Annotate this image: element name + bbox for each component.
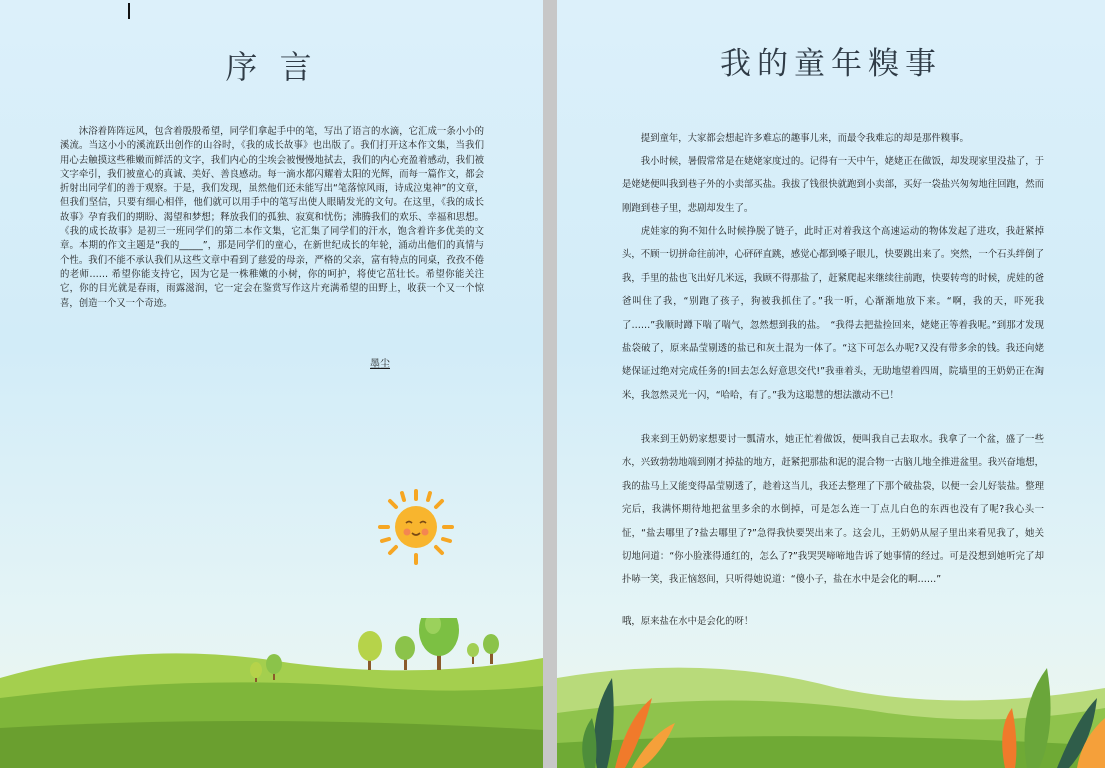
tree-icon — [419, 618, 459, 670]
grass-hill-scene — [0, 618, 543, 768]
story-title: 我的童年糗事 — [720, 46, 942, 82]
story-paragraph: 提到童年，大家都会想起许多难忘的趣事儿来，而最令我难忘的却是那件糗事。 — [640, 133, 969, 144]
story-paragraph-last: 哦，原来盐在水中是会化的呀！ — [622, 616, 754, 627]
grass-hill-scene — [557, 658, 1105, 768]
sun-icon — [376, 487, 456, 567]
author-signature: 墨尘 — [370, 359, 390, 370]
preface-body: 沐浴着阵阵远风，包含着殷殷希望，同学们拿起手中的笔，写出了语言的水滴，它汇成一条小小的溪流。当这小小的溪流跃出创作的山谷时，《我的成长故事》也出版了。我们打开这本作文集，当我们用心去触摸这些稚嫩而鲜活的文字，我们内心的尘埃会被慢慢地拭去，我们的内心充盈着感动，我们被文字牵引，我们被童心的真诚、美好、善良感动。每一滴水都闪耀着太阳的光辉，而每一篇作文，都会折射出同学们的善于观察。于是，我们发现，虽然他们还未能写出“笔落惊风雨，诗成泣鬼神”的文章，但我们坚信，只要有细心相伴，他们就可以用手中的笔写出使人眼睛发光的文句。在这里，《我的成长故事》孕育我们的期盼、渴望和梦想；释放我们的孤独、寂寞和忧伤；沸腾我们的欢乐、幸福和思想。《我的成长故事》是初三一班同学们的第二本作文集，它汇集了同学们的汗水，饱含着许多优美的文章。本期的作文主题是“我的_____”，那是同学们的童心，在新世纪成长的年轮，涌动出他们的真情与个性。我们不能不承认我们从这些文章中看到了慈爱的母亲，严格的父亲，富有特点的同桌，孜孜不倦的老师…… 希望你能支持它，因为它是一株稚嫩的小树，你的呵护，将使它茁壮长。希望你能关注它，你的目光就是春雨，雨露滋润，它一定会在鉴赏写作这片充满希望的田野上，收获一个又一个惊喜，创造一个又一个奇迹。 — [60, 126, 484, 309]
story-paragraph: 我来到王奶奶家想要讨一瓢清水，她正忙着做饭，便叫我自己去取水。我拿了一个盆，盛了一些水，兴致勃勃地端到刚才掉盐的地方，赶紧把那盐和泥的混合物一古脑儿地全推进盆里。我兴奋地想，我的盐马上又能变得晶莹剔透了，趁着这当儿，我还去整理了下那个破盐袋，以便一会儿好装盐。整理完后，我满怀期待地把盆里多余的水倒掉，可是怎么连一丁点儿白色的东西也没有了呢?我心头一怔，“盐去哪里了?盐去哪里了?”急得我快要哭出来了。这会儿，王奶奶从屋子里出来看见我了，她关切地问道：“你小脸涨得通红的，怎么了?”我哭哭啼啼地告诉了她事情的经过。可是没想到她听完了却扑哧一笑，我正恼怒间，只听得她说道：“傻小子，盐在水中是会化的啊……” — [622, 434, 1044, 586]
text-cursor — [128, 3, 130, 19]
preface-title: 序 言 — [225, 48, 318, 86]
story-paragraph: 虎娃家的狗不知什么时候挣脱了链子，此时正对着我这个高速运动的物体发起了进攻，我赶紧掉头，不顾一切拼命往前冲，心砰砰直跳，感觉心都到嗓子眼儿，快要跳出来了。突然，一个石头绊倒了我，手里的盐也飞出好几米远，我顾不得那盐了，赶紧爬起来继续往前跑，快要转弯的时候，虎娃的爸爸叫住了我，“别跑了孩子，狗被我抓住了。”我一听，心渐渐地放下来。“啊，我的天，吓死我了……”我顺时蹲下喘了喘气，忽然想到我的盐。 “我得去把盐捡回来，姥姥正等着我呢。”到那才发现盐袋破了，原来晶莹剔透的盐已和灰土混为一体了。“这下可怎么办呢?又没有带多余的钱。我还向姥姥保证过绝对完成任务的!回去怎么好意思交代!”我垂着头，无助地望着四周，院墙里的王奶奶正在淘米，我忽然灵光一闪，“哈哈，有了。”我为这聪慧的想法激动不已！ — [622, 226, 1044, 401]
story-paragraph: 我小时候，暑假常常是在姥姥家度过的。记得有一天中午，姥姥正在做饭，却发现家里没盐了，于是姥姥便叫我到巷子外的小卖部买盐。我拔了钱很快就跑到小卖部，买好一袋盐兴匆匆地往回跑，然而刚跑到巷子里，悲剧却发生了。 — [622, 156, 1044, 214]
left-page — [0, 0, 543, 768]
